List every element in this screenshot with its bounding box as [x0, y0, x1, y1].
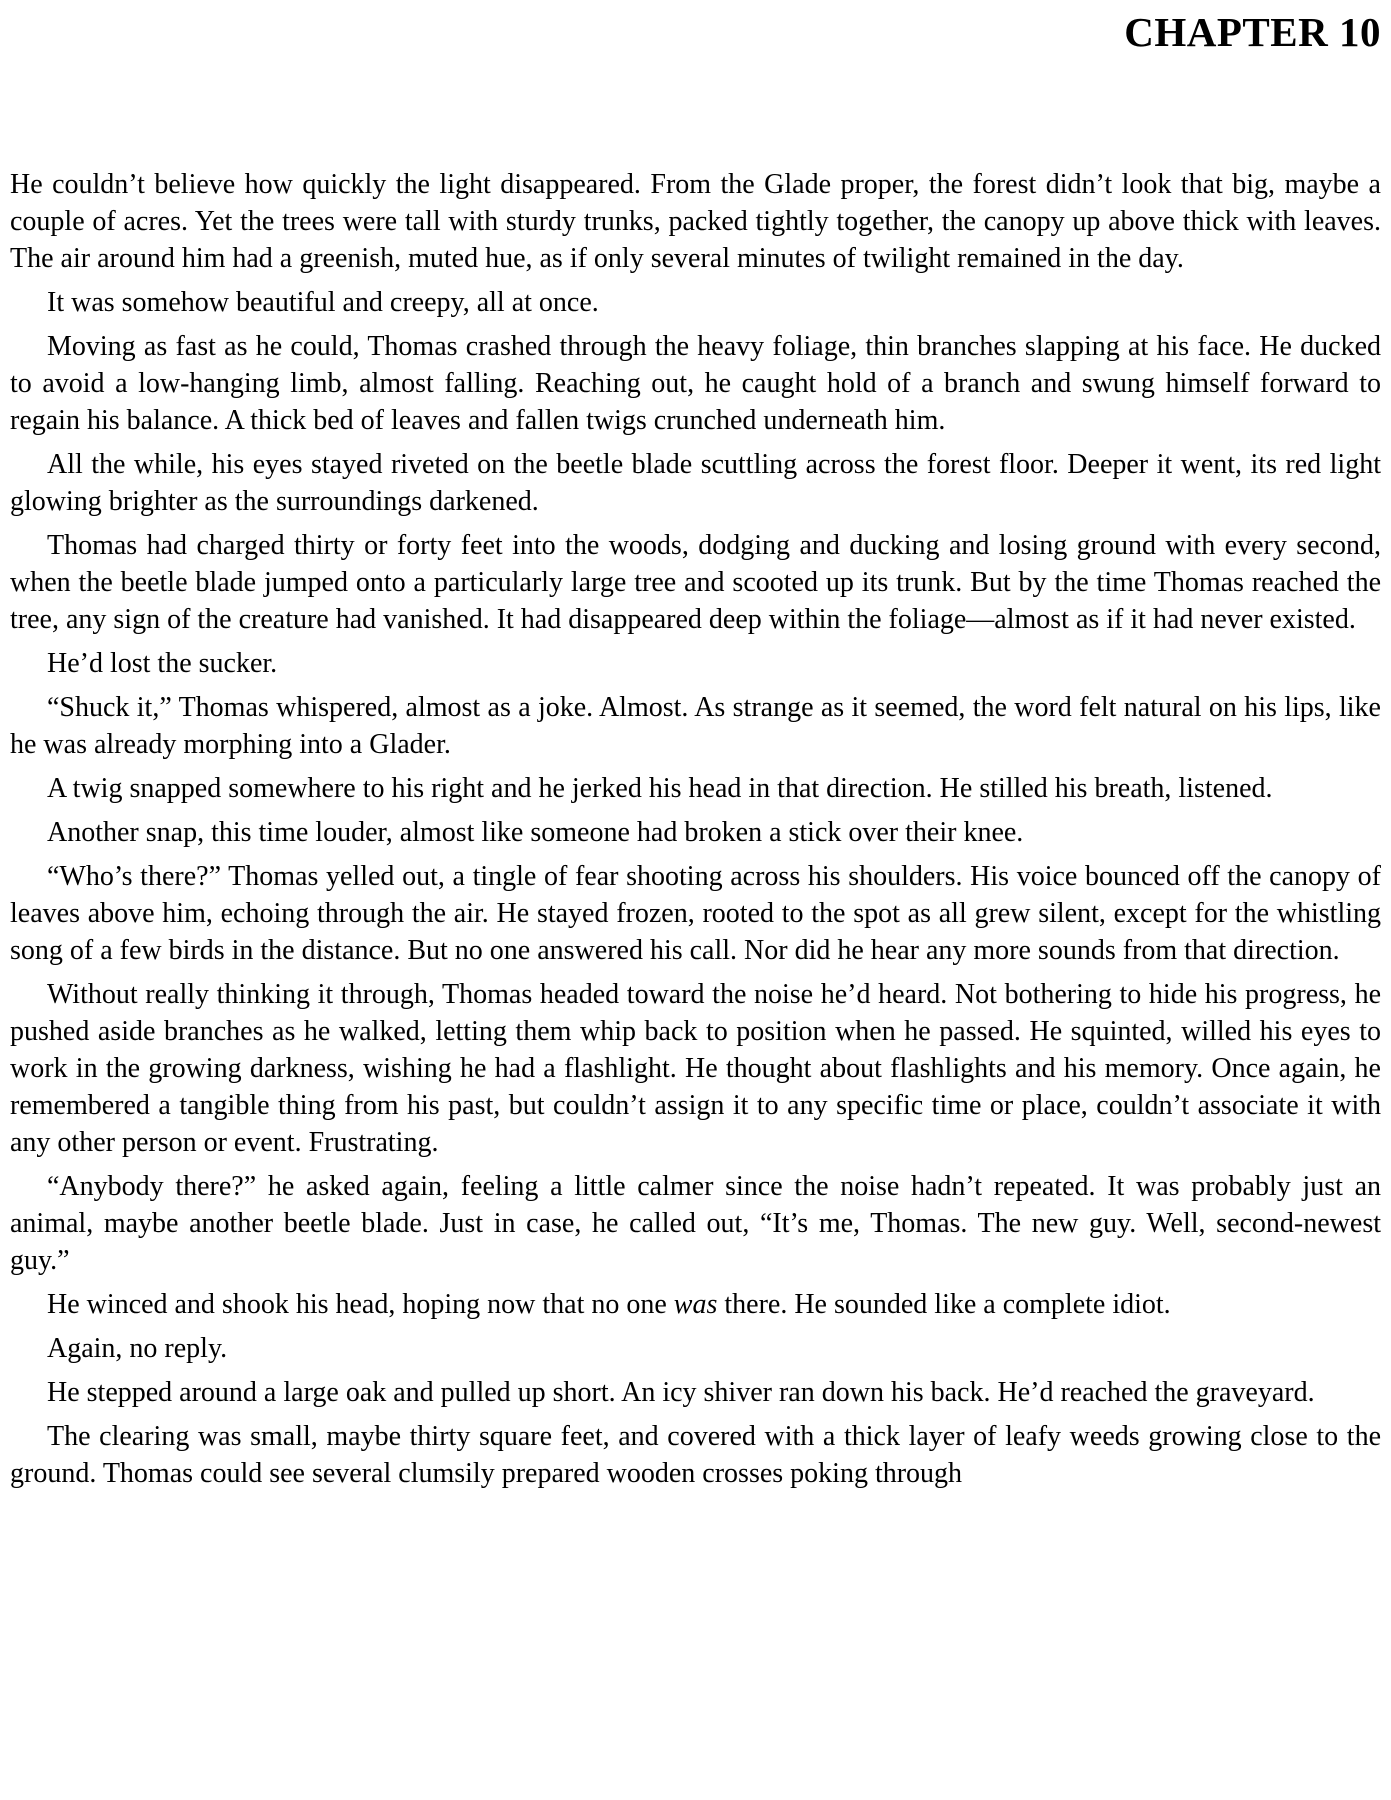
paragraph-text: “Anybody there?” he asked again, feeling a little calmer since the noise hadn’t repeated. It was probably just an animal, maybe another beetle blade. Just in case, he called out, “It’s me, Thomas. The new guy. Well, second-newest guy.”	[10, 1171, 1381, 1276]
paragraph	[10, 527, 1381, 638]
paragraph	[10, 284, 1381, 321]
paragraph-text: He’d lost the sucker.	[47, 648, 278, 679]
paragraph	[10, 814, 1381, 851]
paragraph	[10, 1286, 1381, 1323]
paragraph	[10, 1374, 1381, 1411]
paragraph-text: The clearing was small, maybe thirty square feet, and covered with a thick layer of leafy weeds growing close to the ground. Thomas could see several clumsily prepared wooden crosses poking through	[10, 1421, 1381, 1489]
paragraph	[10, 645, 1381, 682]
paragraph	[10, 166, 1381, 277]
paragraph-text: He winced and shook his head, hoping now that no one	[47, 1289, 674, 1320]
paragraph-text: there. He sounded like a complete idiot.	[717, 1289, 1171, 1320]
paragraph-text: Again, no reply.	[47, 1333, 228, 1364]
paragraph-text: Moving as fast as he could, Thomas crashed through the heavy foliage, thin branches slapping at his face. He ducked to avoid a low-hanging limb, almost falling. Reaching out, he caught hold of a branch and swung himself forward to regain his balance. A thick bed of leaves and fallen twigs crunched underneath him.	[10, 331, 1381, 436]
paragraph	[10, 1330, 1381, 1367]
paragraph-text: “Who’s there?” Thomas yelled out, a tingle of fear shooting across his shoulders. His voice bounced off the canopy of leaves above him, echoing through the air. He stayed frozen, rooted to the spot as all grew silent, except for the whistling song of a few birds in the distance. But no one answered his call. Nor did he hear any more sounds from that direction.	[10, 861, 1381, 966]
paragraph-text: All the while, his eyes stayed riveted on the beetle blade scuttling across the forest floor. Deeper it went, its red light glowing brighter as the surroundings darkened.	[10, 449, 1381, 517]
paragraph-text: Without really thinking it through, Thomas headed toward the noise he’d heard. Not bothering to hide his progress, he pushed aside branches as he walked, letting them whip back to position when he passed. He squinted, willed his eyes to work in the growing darkness, wishing he had a flashlight. He thought about flashlights and his memory. Once again, he remembered a tangible thing from his past, but couldn’t assign it to any specific time or place, couldn’t associate it with any other person or event. Frustrating.	[10, 979, 1381, 1158]
paragraph	[10, 858, 1381, 969]
paragraph	[10, 328, 1381, 439]
paragraph-text: “Shuck it,” Thomas whispered, almost as a joke. Almost. As strange as it seemed, the word felt natural on his lips, like he was already morphing into a Glader.	[10, 692, 1381, 760]
paragraph-text-italic: was	[673, 1289, 718, 1320]
paragraph	[10, 1168, 1381, 1279]
paragraph-text: Thomas had charged thirty or forty feet into the woods, dodging and ducking and losing ground with every second, when the beetle blade jumped onto a particularly large tree and scooted up its trunk. But by the time Thomas reached the tree, any sign of the creature had vanished. It had disappeared deep within the foliage—almost as if it had never existed.	[10, 530, 1381, 635]
paragraph	[10, 976, 1381, 1161]
paragraph	[10, 689, 1381, 763]
paragraph	[10, 1418, 1381, 1492]
paragraph-text: Another snap, this time louder, almost like someone had broken a stick over their knee.	[47, 817, 1024, 848]
chapter-title: CHAPTER 10	[1124, 9, 1381, 55]
paragraph	[10, 446, 1381, 520]
page-body	[10, 166, 1381, 1492]
paragraph	[10, 770, 1381, 807]
paragraph-text: He couldn’t believe how quickly the light disappeared. From the Glade proper, the forest didn’t look that big, maybe a couple of acres. Yet the trees were tall with sturdy trunks, packed tightly together, the canopy up above thick with leaves. The air around him had a greenish, muted hue, as if only several minutes of twilight remained in the day.	[10, 169, 1381, 274]
paragraph-text: He stepped around a large oak and pulled up short. An icy shiver ran down his back. He’d reached the graveyard.	[47, 1377, 1315, 1408]
paragraph-text: It was somehow beautiful and creepy, all at once.	[47, 287, 599, 318]
paragraph-text: A twig snapped somewhere to his right and he jerked his head in that direction. He stilled his breath, listened.	[47, 773, 1273, 804]
